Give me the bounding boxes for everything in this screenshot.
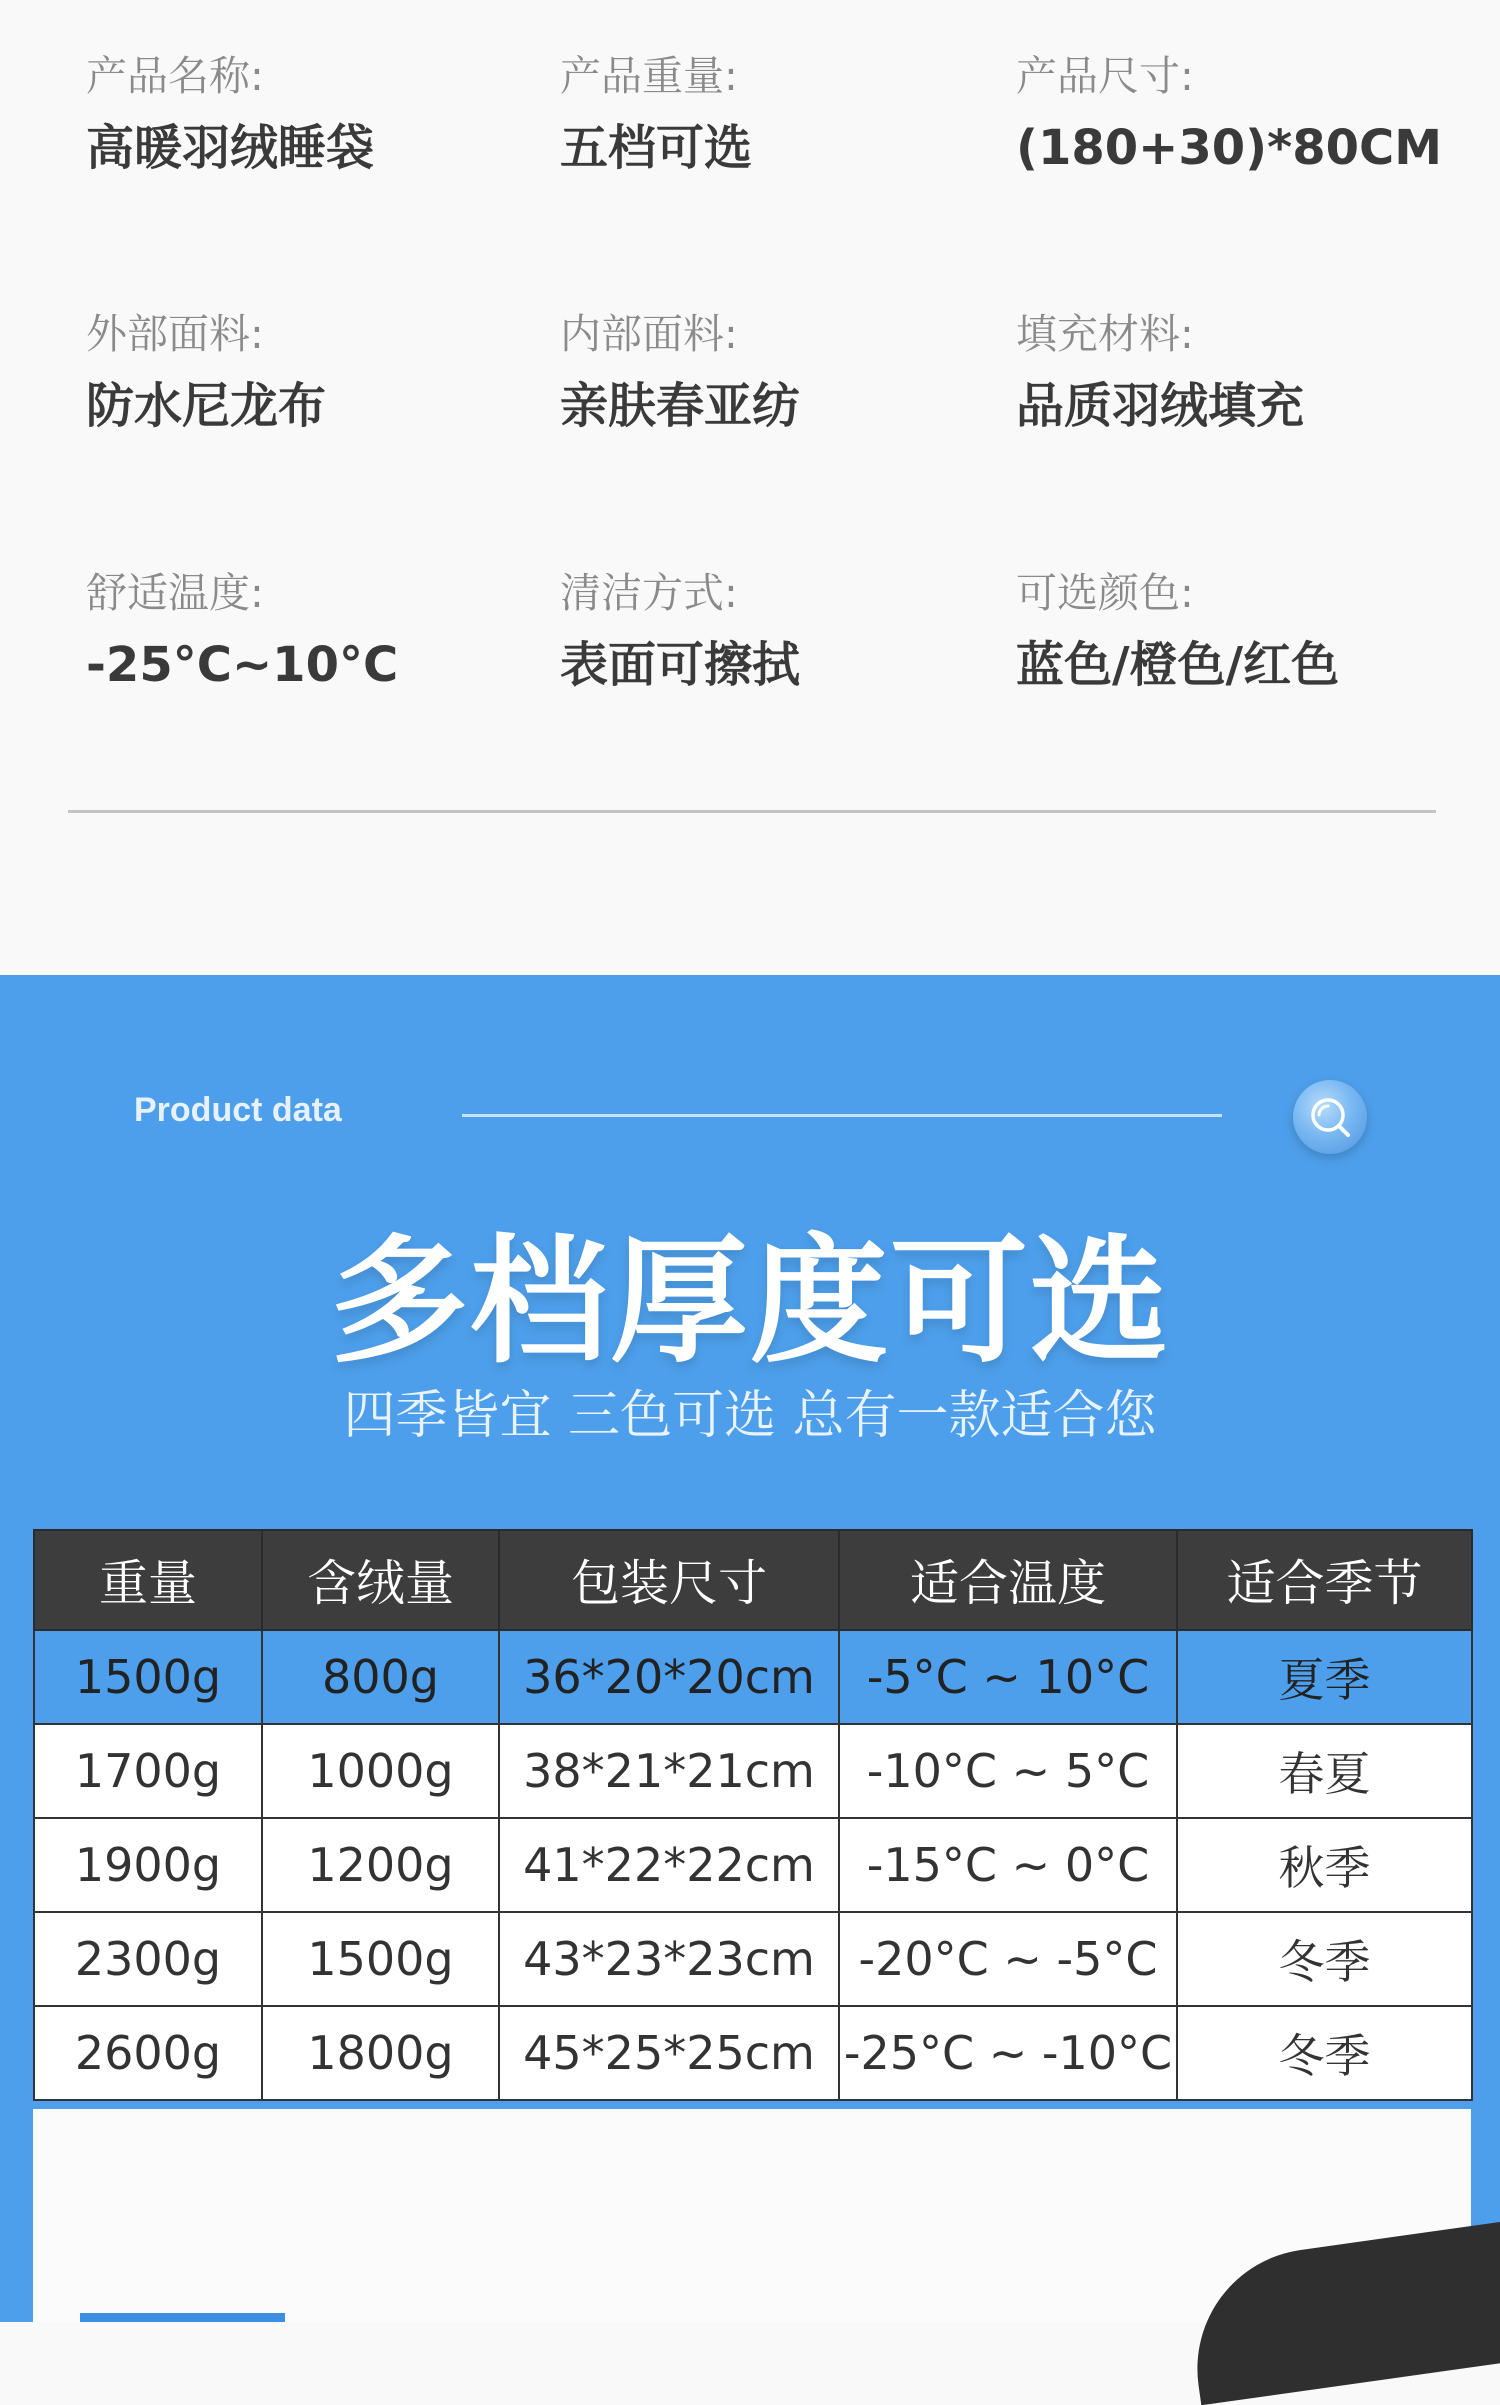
table-cell: 1500g (34, 1630, 262, 1724)
table-cell: 夏季 (1177, 1630, 1472, 1724)
table-cell: 800g (262, 1630, 499, 1724)
spec-product-name (86, 46, 374, 184)
spec-value: 高暖羽绒睡袋 (86, 120, 375, 176)
table-header-row (34, 1530, 1472, 1630)
spec-label: 清洁方式: (560, 569, 738, 617)
spec-label: 产品尺寸: (1016, 52, 1194, 100)
table-cell: 41*22*22cm (499, 1818, 839, 1912)
product-data-section (0, 975, 1500, 2322)
column-header-temperature: 适合温度 (839, 1530, 1177, 1630)
spec-label: 产品名称: (86, 52, 264, 100)
spec-value: 表面可擦拭 (560, 637, 801, 693)
spec-label: 舒适温度: (86, 569, 264, 617)
headline: 多档厚度可选 (329, 1221, 1170, 1382)
table-row (34, 1724, 1472, 1818)
spec-colors (1016, 563, 1339, 701)
spec-value: 五档可选 (560, 120, 753, 176)
spec-value: 蓝色/橙色/红色 (1016, 637, 1340, 693)
spec-value: -25°C~10°C (86, 637, 399, 693)
table-cell: 2600g (34, 2006, 262, 2100)
table-cell: -15°C ~ 0°C (839, 1818, 1177, 1912)
table-cell: 1800g (262, 2006, 499, 2100)
table-cell: 45*25*25cm (499, 2006, 839, 2100)
table-cell: 冬季 (1177, 2006, 1472, 2100)
product-specs (0, 0, 1500, 975)
spec-label: 内部面料: (560, 310, 738, 358)
spec-outer-fabric (86, 304, 326, 442)
table-cell: 1000g (262, 1724, 499, 1818)
table-cell: 36*20*20cm (499, 1630, 839, 1724)
accent-bar (80, 2313, 285, 2322)
table-cell: 1200g (262, 1818, 499, 1912)
table-cell: 秋季 (1177, 1818, 1472, 1912)
section-divider (68, 810, 1436, 813)
spec-value: 亲肤春亚纺 (560, 378, 801, 434)
table-cell: 1900g (34, 1818, 262, 1912)
spec-value: 防水尼龙布 (86, 378, 327, 434)
spec-comfort-temperature (86, 563, 398, 701)
table-cell: -10°C ~ 5°C (839, 1724, 1177, 1818)
table-row (34, 1818, 1472, 1912)
table-cell: 冬季 (1177, 1912, 1472, 2006)
spec-label: 外部面料: (86, 310, 264, 358)
column-header-season: 适合季节 (1177, 1530, 1472, 1630)
spec-product-weight (560, 46, 752, 184)
table-cell: -5°C ~ 10°C (839, 1630, 1177, 1724)
column-header-down-content: 含绒量 (262, 1530, 499, 1630)
spec-inner-fabric (560, 304, 800, 442)
product-data-rule (462, 1114, 1222, 1117)
spec-filling (1016, 304, 1304, 442)
table-row (34, 1630, 1472, 1724)
thickness-spec-table (33, 1529, 1473, 2101)
column-header-package-size: 包装尺寸 (499, 1530, 839, 1630)
product-data-label: Product data (134, 1091, 342, 1129)
spec-value: (180+30)*80CM (1016, 120, 1442, 176)
search-icon[interactable] (1293, 1080, 1367, 1154)
spec-label: 可选颜色: (1016, 569, 1194, 617)
spec-value: 品质羽绒填充 (1016, 378, 1305, 434)
spec-cleaning-method (560, 563, 800, 701)
table-cell: -20°C ~ -5°C (839, 1912, 1177, 2006)
table-cell: 38*21*21cm (499, 1724, 839, 1818)
spec-label: 填充材料: (1016, 310, 1194, 358)
column-header-weight: 重量 (34, 1530, 262, 1630)
table-cell: 43*23*23cm (499, 1912, 839, 2006)
table-cell: 2300g (34, 1912, 262, 2006)
spec-label: 产品重量: (560, 52, 738, 100)
table-cell: -25°C ~ -10°C (839, 2006, 1177, 2100)
table-cell: 1700g (34, 1724, 262, 1818)
table-row (34, 2006, 1472, 2100)
table-cell: 1500g (262, 1912, 499, 2006)
spec-product-size (1016, 46, 1442, 184)
subheadline: 四季皆宜 三色可选 总有一款适合您 (343, 1386, 1157, 1446)
table-row (34, 1912, 1472, 2006)
table-cell: 春夏 (1177, 1724, 1472, 1818)
